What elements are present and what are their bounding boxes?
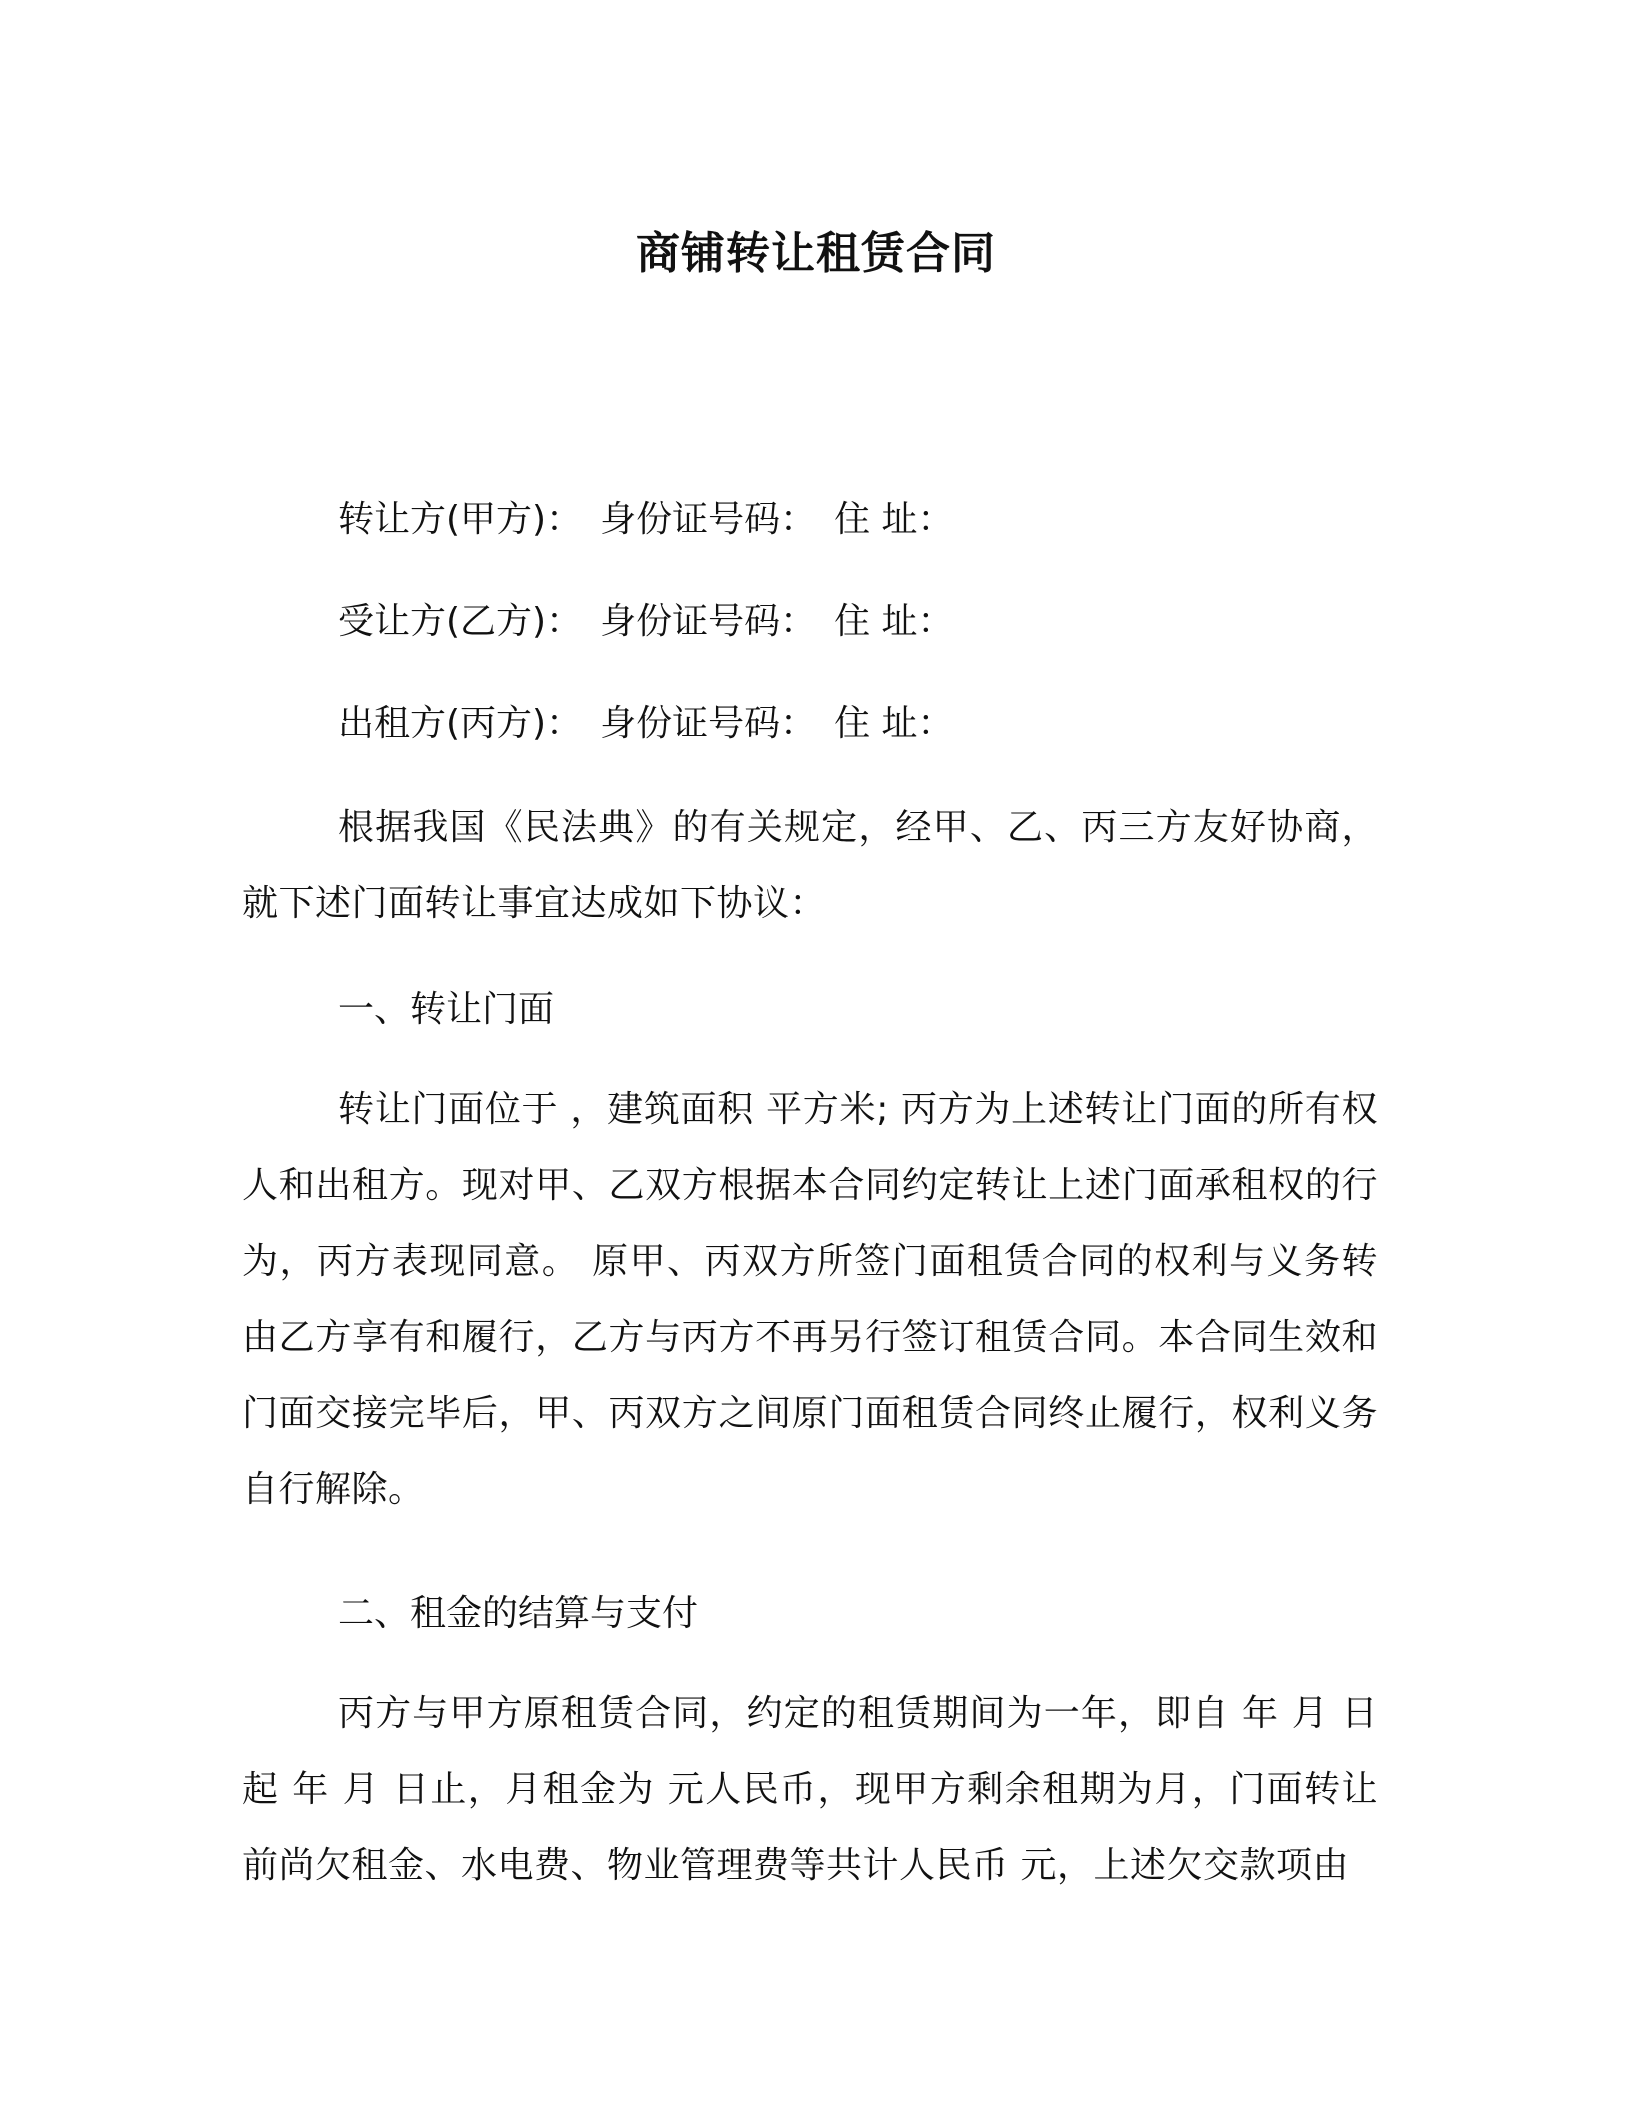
preamble-paragraph: 根据我国《民法典》的有关规定，经甲、乙、丙三方友好协商，就下述门面转让事宜达成如下协议：	[242, 807, 1378, 924]
party-transferee	[338, 592, 954, 652]
party-id-label: 身份证号码：	[600, 499, 817, 540]
party-role-label: 受让方(乙方)：	[338, 601, 583, 642]
section1-block	[242, 1072, 1378, 1528]
party-id-label: 身份证号码：	[600, 601, 817, 642]
party-address-label: 住 址：	[834, 703, 954, 744]
section1-paragraph: 转让门面位于 ，建筑面积 平方米; 丙方为上述转让门面的所有权人和出租方。现对甲、乙双方根据本合同约定转让上述门面承租权的行为，丙方表现同意。 原甲、丙双方所签门面租赁合同的权利与义务转由乙方享有和履行，乙方与丙方不再另行签订租赁合同。本合同生效和门面交接完毕后，甲、丙双方之间原门面租赁合同终止履行，权利义务自行解除。	[242, 1089, 1378, 1510]
party-transferor	[338, 490, 954, 550]
party-address-label: 住 址：	[834, 601, 954, 642]
section2-paragraph: 丙方与甲方原租赁合同，约定的租赁期间为一年，即自 年 月 日起 年 月 日止，月租金为 元人民币，现甲方剩余租期为月，门面转让前尚欠租金、水电费、物业管理费等共计人民币 元，上述欠交款项由	[242, 1693, 1378, 1886]
party-id-label: 身份证号码：	[600, 703, 817, 744]
section2-block	[242, 1676, 1378, 1904]
party-lessor	[338, 694, 954, 754]
party-address-label: 住 址：	[834, 499, 954, 540]
party-role-label: 出租方(丙方)：	[338, 703, 583, 744]
document-title: 商铺转让租赁合同	[636, 228, 996, 279]
section2-heading: 二、租金的结算与支付	[338, 1593, 699, 1634]
party-role-label: 转让方(甲方)：	[338, 499, 583, 540]
preamble-block	[242, 790, 1378, 942]
section1-heading: 一、转让门面	[338, 989, 555, 1030]
